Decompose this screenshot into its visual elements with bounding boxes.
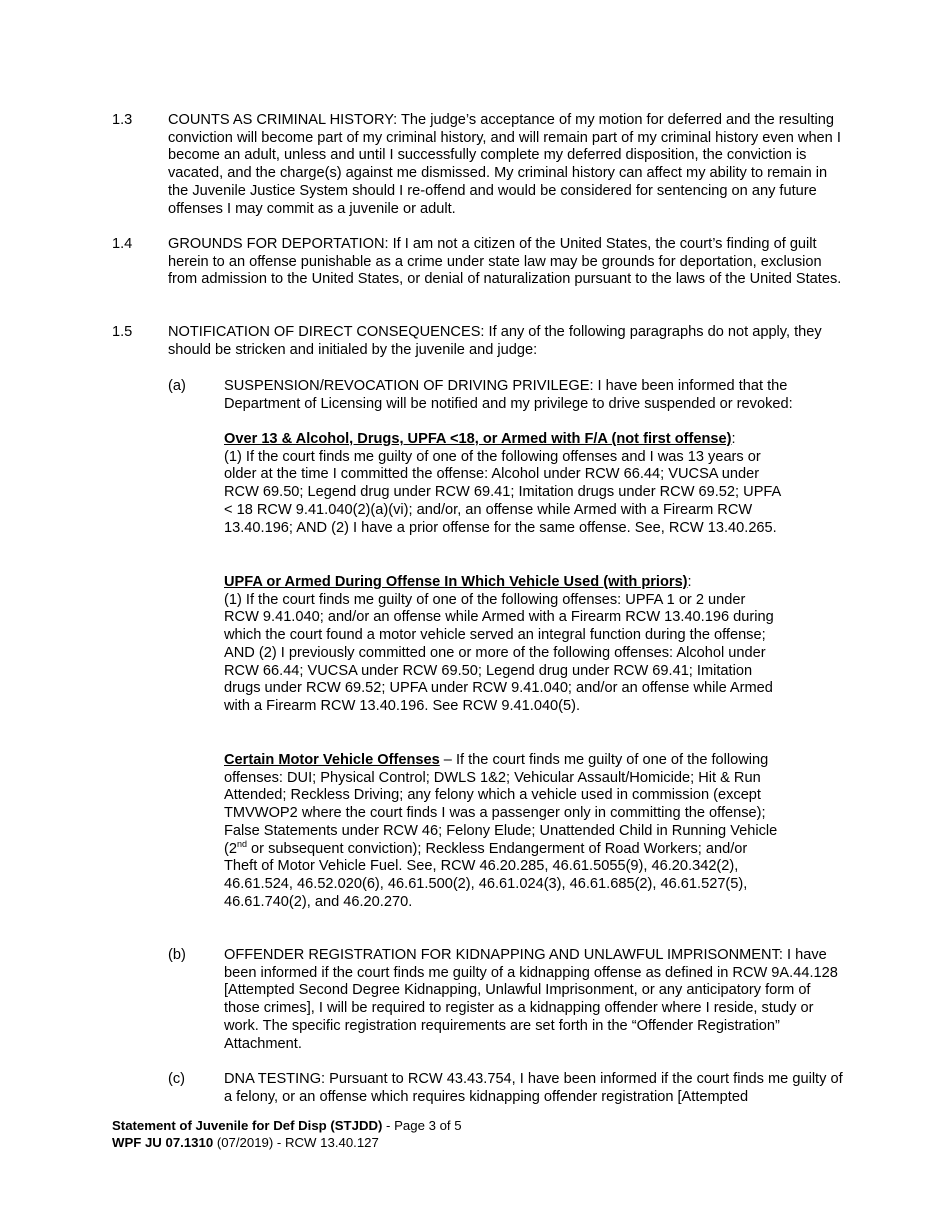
section-1-3 [112,112,842,218]
subsection-label: (c) [168,1071,186,1087]
subsection-label: (b) [168,947,186,963]
heading-colon: : [731,431,736,447]
section-1-4 [112,236,842,289]
subsection-a [168,378,843,413]
section-number: 1.3 [112,112,133,128]
form-revision: (07/2019) - RCW 13.40.127 [213,1134,379,1150]
form-title: Statement of Juvenile for Def Disp (STJDD) [112,1118,383,1133]
footer-line-2 [112,1135,712,1152]
block-heading: UPFA or Armed During Offense In Which Vehicle Used (with priors) [224,574,688,590]
section-text: NOTIFICATION OF DIRECT CONSEQUENCES: If any of the following paragraphs do not apply, they should be stricken and initialed by the juvenile and judge: [168,324,822,358]
driving-block-over-13 [224,431,784,537]
subsection-label: (a) [168,378,186,394]
section-text: GROUNDS FOR DEPORTATION: If I am not a citizen of the United States, the court’s finding of guilt herein to an offense punishable as a crime under state law may be grounds for deportation, exclusion from admission to the United States, or denial of naturalization pursuant to the laws of the United States. [168,236,842,288]
form-code: WPF JU 07.1310 [112,1134,214,1150]
subsection-b [168,947,843,1053]
subsection-text: OFFENDER REGISTRATION FOR KIDNAPPING AND UNLAWFUL IMPRISONMENT: I have been informed if the court finds me guilty of a kidnapping offense as defined in RCW 9A.44.128 [Attempted Second Degree Kidnapping, Unlawful Imprisonment, or any anticipatory form of those crimes], I will be required to register as a kidnapping offender where I reside, study or work. The specific registration requirements are set forth in the “Offender Registration” Attachment. [224,947,838,1052]
block-heading: Over 13 & Alcohol, Drugs, UPFA <18, or Armed with F/A (not first offense) [224,431,732,447]
page-footer [112,1118,712,1151]
block-body-start: – If the court finds me guilty of one of the following offenses: DUI; Physical Control; DWLS 1&2; Vehicular Assault/Homicide; Hit & Run Attended; Reckless Driving; any felony which a vehicle used in commission (except TMVWOP2 where the court finds I was a passenger only in committing the offense); False Statements under RCW 46; Felony Elude; Unattended Child in Running Vehicle (2 [224,752,778,857]
ordinal-suffix: nd [236,838,247,849]
block-body: (1) If the court finds me guilty of one of the following offenses: UPFA 1 or 2 under RCW 9.41.040; and/or an offense while Armed with a Firearm RCW 13.40.196 during which the court found a motor vehicle served an integral function during the offense; AND (2) I previously committed one or more of the following offenses: Alcohol under RCW 66.44; VUCSA under RCW 69.50; Legend drug under RCW 69.41; Imitation drugs under RCW 69.52; UPFA under RCW 9.41.040; and/or an offense while Armed with a Firearm RCW 13.40.196. See RCW 9.41.040(5). [224,591,774,714]
block-body: (1) If the court finds me guilty of one of the following offenses and I was 13 years or older at the time I committed the offense: Alcohol under RCW 66.44; VUCSA under RCW 69.50; Legend drug under RCW 69.41; Imitation drugs under RCW 69.52; UPFA < 18 RCW 9.41.040(2)(a)(vi); and/or, an offense while Armed with a Firearm RCW 13.40.196; AND (2) I have a prior offense for the same offense. See, RCW 13.40.265. [224,448,781,536]
driving-block-motor-vehicle [224,752,784,911]
driving-block-upfa-armed [224,574,784,716]
subsection-c [168,1071,843,1106]
section-1-5 [112,324,842,359]
subsection-text: DNA TESTING: Pursuant to RCW 43.43.754, I have been informed if the court finds me guilty of a felony, or an offense which requires kidnapping offender registration [Attempted [224,1071,843,1105]
section-number: 1.4 [112,236,133,252]
block-body-end: or subsequent conviction); Reckless Endangerment of Road Workers; and/or Theft of Motor Vehicle Fuel. See, RCW 46.20.285, 46.61.5055(9), 46.20.342(2), 46.61.524, 46.52.020(6), 46.61.500(2), 46.61.024(3), 46.61.685(2), 46.61.527(5), 46.61.740(2), and 46.20.270. [224,840,748,910]
heading-colon: : [687,574,692,590]
section-number: 1.5 [112,324,133,340]
block-heading: Certain Motor Vehicle Offenses [224,752,440,768]
footer-line-1 [112,1118,712,1135]
section-text: COUNTS AS CRIMINAL HISTORY: The judge’s acceptance of my motion for deferred and the resulting conviction will become part of my criminal history, and will remain part of my criminal history even when I become an adult, unless and until I successfully complete my deferred disposition, the conviction is vacated, and the charge(s) against me dismissed. My criminal history can affect my ability to remain in the Juvenile Justice System should I re-offend and would be considered for sentencing on any future offenses I may commit as a juvenile or adult. [168,112,841,217]
subsection-text: SUSPENSION/REVOCATION OF DRIVING PRIVILEGE: I have been informed that the Department of Licensing will be notified and my privilege to drive suspended or revoked: [224,378,793,412]
page-number: - Page 3 of 5 [382,1118,462,1133]
